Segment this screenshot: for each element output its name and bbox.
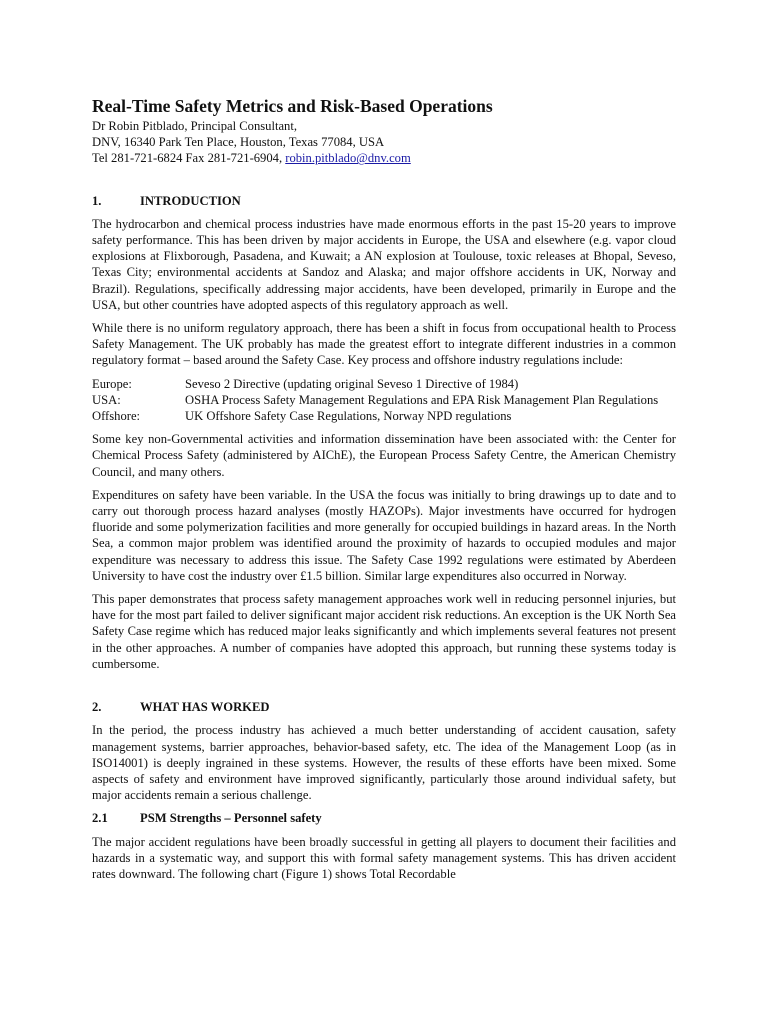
paragraph: The major accident regulations have been broadly successful in getting all players to document their facilities and hazards in a systematic way, and support this with formal safety management systems. This has driven accident rates downward. The following chart (Figure 1) shows Total Recordable	[92, 834, 676, 881]
paragraph: The hydrocarbon and chemical process industries have made enormous efforts in the past 15-20 years to improve safety performance. This has been driven by major accidents in Europe, the USA and elsewhere (e.g. vapor cloud explosions at Flixborough, Pasadena, and Kuwait; a AN explosion at Toulouse, toxic releases at Bhopal, Seveso, Texas City; environmental accidents at Sandoz and Alaska; and major offshore accidents in UK, Norway and Brazil). Regulations, specifically addressing major accidents, have been developed, primarily in Europe and the USA, but other countries have adopted aspects of this regulatory approach as well.	[92, 216, 676, 312]
regulation-text: Seveso 2 Directive (updating original Seveso 1 Directive of 1984)	[185, 376, 519, 391]
author-contact	[92, 150, 676, 166]
paragraph: While there is no uniform regulatory approach, there has been a shift in focus from occupational health to Process Safety Management. The UK probably has made the greatest effort to integrate different industries in a common regulatory format – based around the Safety Case. Key process and offshore industry regulations include:	[92, 321, 676, 368]
email-link[interactable]: robin.pitblado@dnv.com	[285, 151, 411, 166]
regulation-region: Offshore:	[92, 409, 141, 424]
section-heading-introduction	[92, 193, 676, 209]
subsection-heading-psm-strengths	[92, 810, 676, 826]
section-number: 1.	[92, 193, 102, 208]
paragraph: Expenditures on safety have been variable. In the USA the focus was initially to bring drawings up to date and to carry out thorough process hazard analyses (mostly HAZOPs). Major investments have occurred for hydrogen fluoride and some polymerization facilities and more generally for occupied buildings in hazard areas. In the North Sea, a common major problem was identified around the proximity of hazards to occupied modules and major expenditure was necessary to address this issue. The Safety Case 1992 regulations were estimated by Aberdeen University to have cost the industry over £1.5 billion. Similar large expenditures also occurred in Norway.	[92, 487, 676, 583]
regulation-region: Europe:	[92, 376, 132, 391]
regulations-list	[92, 376, 676, 425]
document-content	[92, 95, 676, 889]
section-heading-what-has-worked	[92, 699, 676, 715]
paragraph: This paper demonstrates that process safety management approaches work well in reducing personnel injuries, but have for the most part failed to deliver significant major accident risk reductions. An exception is the UK North Sea Safety Case regime which has reduced major leaks significantly and which implements several features not present in the other approaches. A number of companies have adopted this approach, but running these systems today is cumbersome.	[92, 592, 676, 671]
section-title: INTRODUCTION	[140, 193, 241, 208]
subsection-number: 2.1	[92, 811, 108, 826]
regulation-text: OSHA Process Safety Management Regulations and EPA Risk Management Plan Regulations	[185, 392, 659, 407]
regulation-row	[92, 376, 676, 392]
regulation-text: UK Offshore Safety Case Regulations, Norway NPD regulations	[185, 409, 512, 424]
paragraph: In the period, the process industry has achieved a much better understanding of accident causation, safety management systems, barrier approaches, behavior-based safety, etc. The idea of the Management Loop (as in ISO14001) is deeply ingrained in these systems. However, the results of these efforts have been mixed. Some aspects of safety and environment have improved significantly, particularly those around individual safety, but major accidents remain a serious challenge.	[92, 723, 676, 803]
author-name: Dr Robin Pitblado, Principal Consultant,	[92, 119, 297, 133]
section-number: 2.	[92, 700, 102, 715]
regulation-region: USA:	[92, 392, 121, 407]
section-title: WHAT HAS WORKED	[140, 700, 270, 715]
subsection-title: PSM Strengths – Personnel safety	[140, 811, 322, 826]
regulation-row	[92, 392, 676, 408]
paper-title: Real-Time Safety Metrics and Risk-Based Operations	[92, 96, 493, 116]
regulation-row	[92, 408, 676, 424]
paragraph: Some key non-Governmental activities and information dissemination have been associated with: the Center for Chemical Process Safety (administered by AIChE), the European Process Safety Centre, the American Chemistry Council, and many others.	[92, 432, 676, 479]
phone-fax: Tel 281-721-6824 Fax 281-721-6904,	[92, 151, 286, 166]
author-address: DNV, 16340 Park Ten Place, Houston, Texas 77084, USA	[92, 135, 385, 150]
